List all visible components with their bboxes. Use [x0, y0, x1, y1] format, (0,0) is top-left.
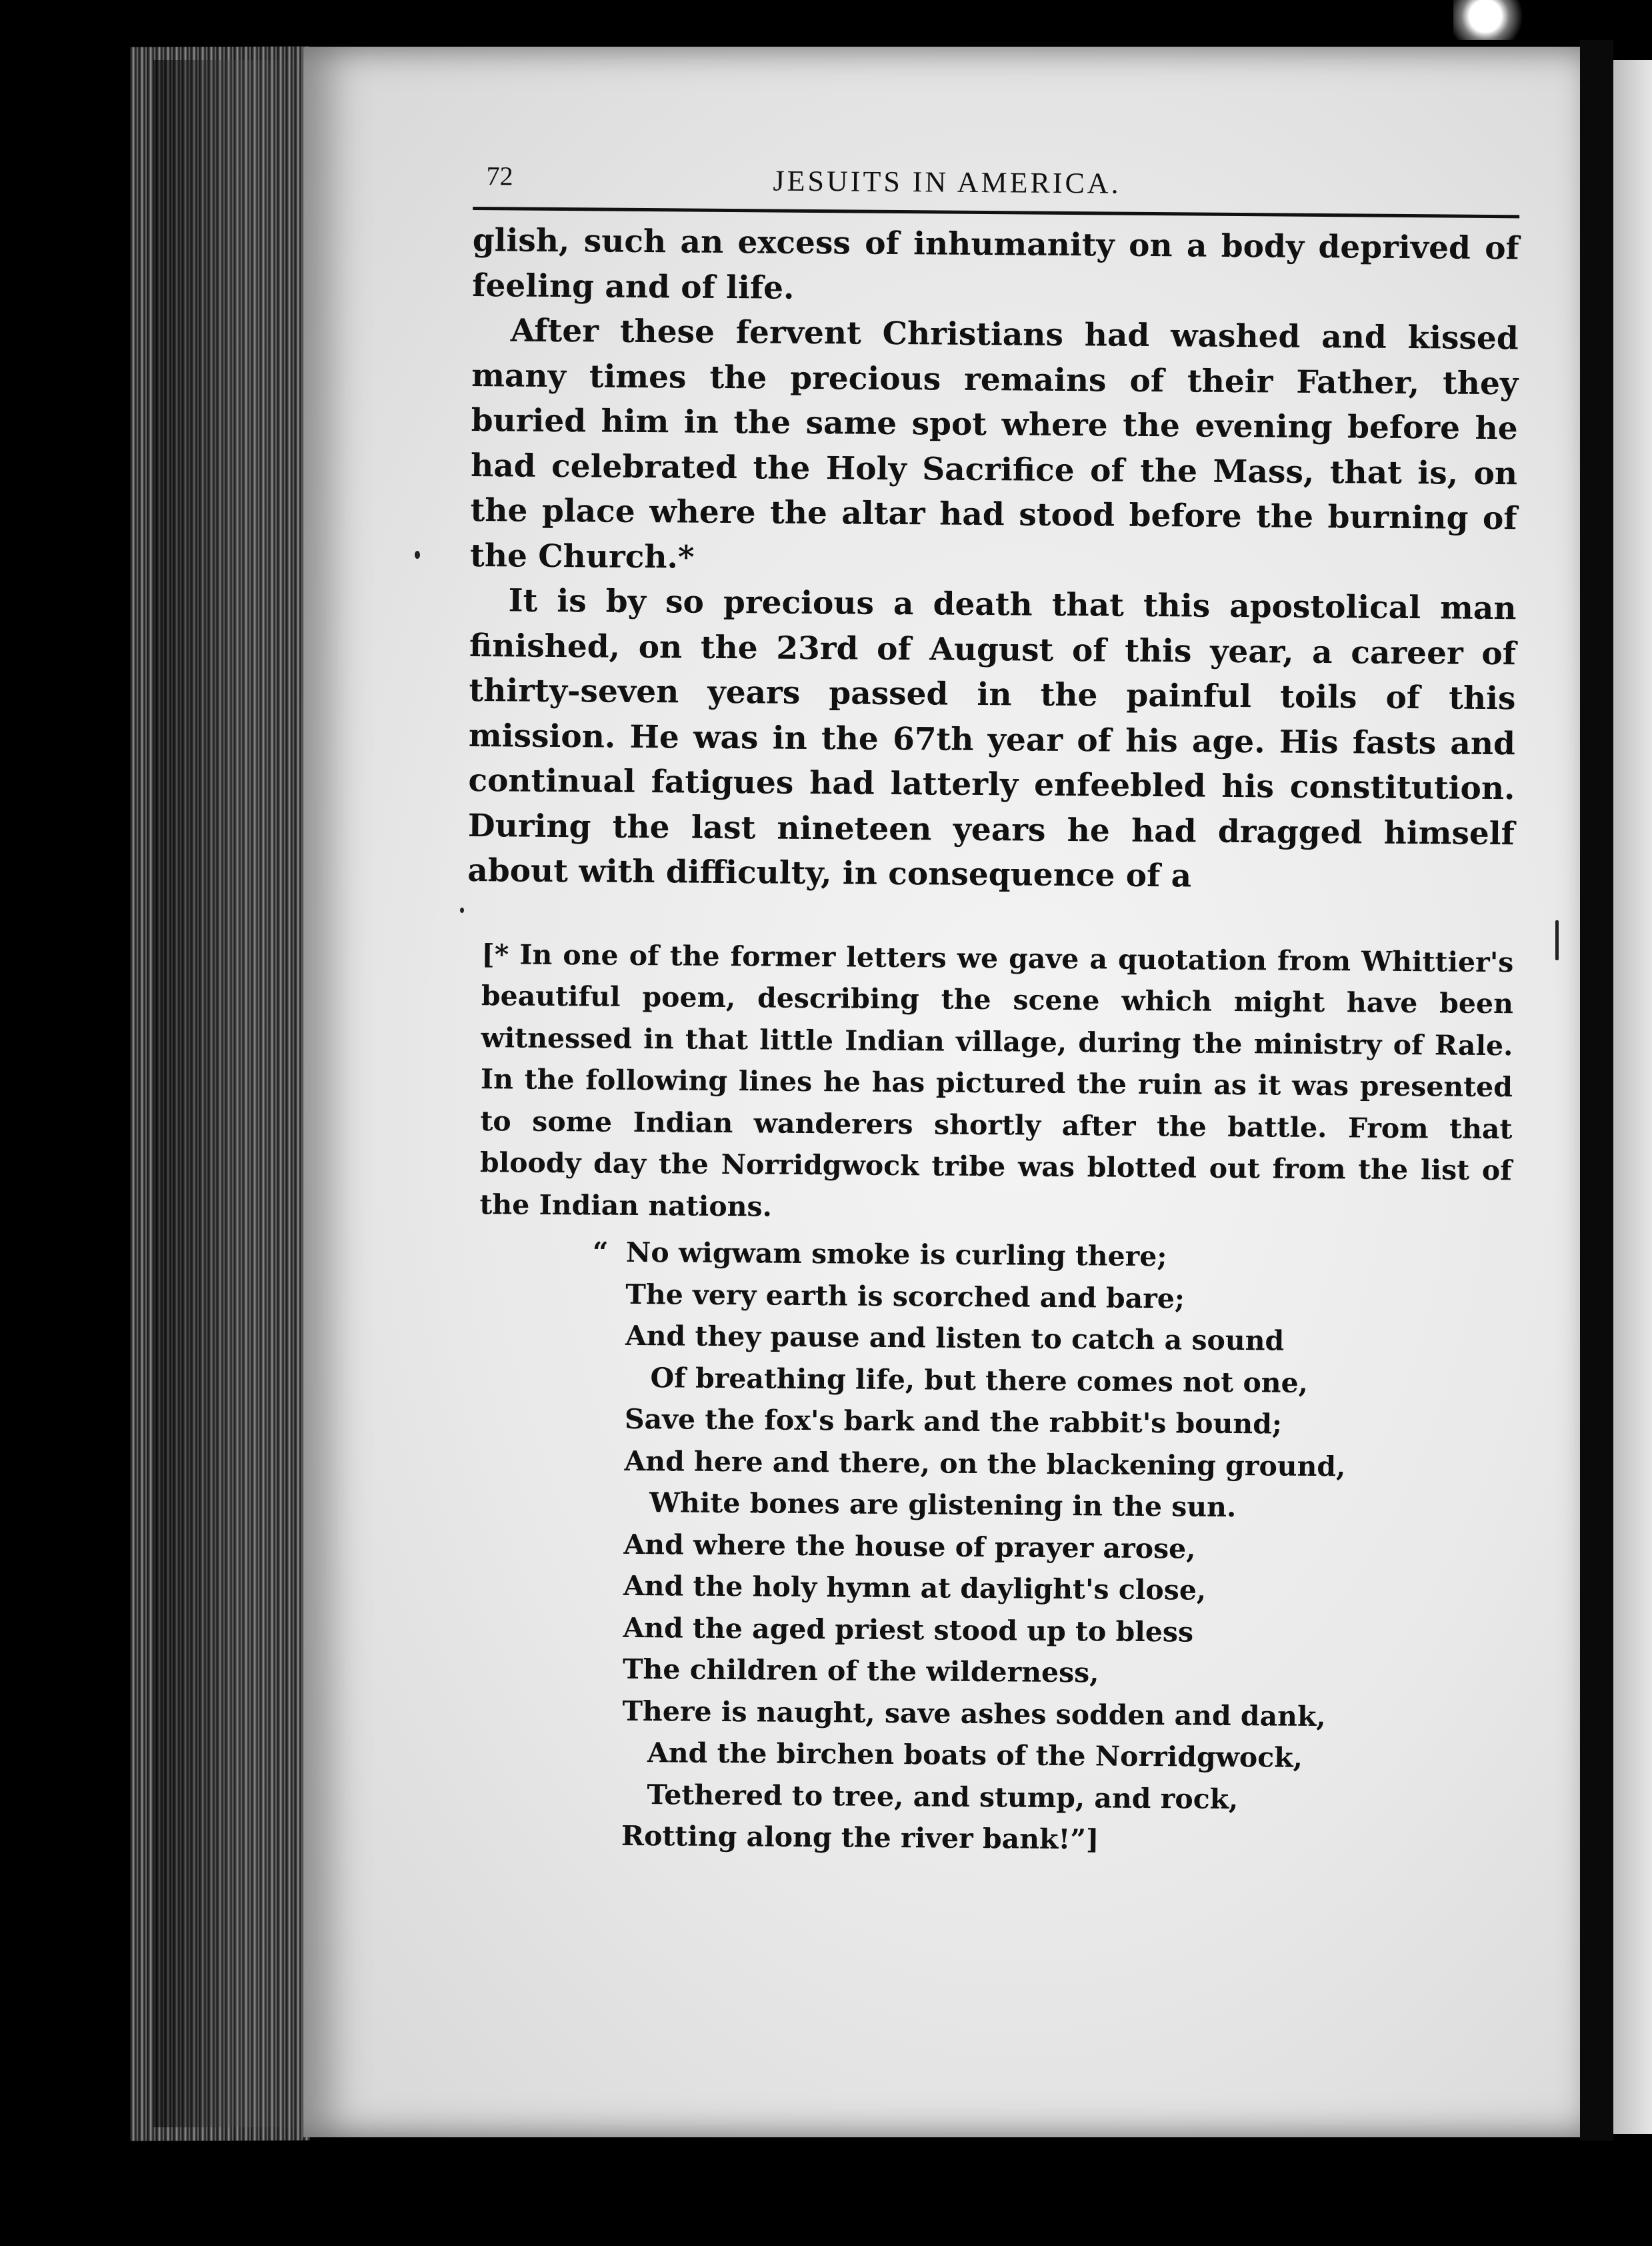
- poem-line: And the aged priest stood up to bless: [623, 1611, 1194, 1648]
- running-head: [473, 140, 1520, 218]
- opening-quote-mark: “: [592, 1236, 609, 1268]
- page-edge-shadow: [153, 60, 307, 2127]
- poem-line: And here and there, on the blackening ground,: [624, 1444, 1346, 1482]
- adjacent-page-edge: [1613, 60, 1652, 2134]
- poem-line: The children of the wilderness,: [622, 1652, 1099, 1689]
- poem-line: And the birchen boats of the Norridgwock,: [647, 1737, 1303, 1774]
- footnote-intro: [* In one of the former letters we gave a quotation from Whittier's beautiful poem, describing the scene which might have been witnessed in that little Indian village, during the ministry of Rale. In the following lines he has pictured the ruin as it was presented to some Indian wanderers shortly after the battle. From that bloody day the Norridgwock tribe was blotted out from the list of the Indian nations.: [479, 938, 1514, 1223]
- ink-speck: [415, 551, 420, 559]
- poem-line: And where the house of prayer arose,: [623, 1528, 1196, 1565]
- paragraph-continued: glish, such an excess of inhumanity on a body deprived of feeling and of life.: [472, 221, 1519, 307]
- page-number: 72: [486, 161, 513, 191]
- book-gutter: [1580, 40, 1613, 2141]
- poem-line: And the holy hymn at daylight's close,: [623, 1569, 1207, 1606]
- poem-line: Save the fox's bark and the rabbit's bound;: [624, 1402, 1283, 1440]
- footnote: [460, 933, 1514, 1863]
- poem-line: There is naught, save ashes sodden and dank,: [622, 1695, 1326, 1733]
- poem-line: “ No wigwam smoke is curling there;: [626, 1232, 1511, 1280]
- ink-speck: [460, 908, 464, 913]
- page-text-block: [460, 140, 1520, 1864]
- poem-line: White bones are glistening in the sun.: [649, 1486, 1237, 1524]
- poem-line: Of breathing life, but there comes not one,: [650, 1361, 1309, 1399]
- main-text: [467, 218, 1519, 902]
- scan-artifact: [1453, 0, 1533, 40]
- poem-quotation: [592, 1232, 1511, 1864]
- poem-line: And they pause and listen to catch a sound: [625, 1319, 1285, 1357]
- ink-speck: [1555, 920, 1559, 960]
- running-title: JESUITS IN AMERICA.: [773, 164, 1121, 200]
- poem-line: Rotting along the river bank!”]: [621, 1819, 1099, 1856]
- paragraph: It is by so precious a death that this apostolical man finished, on the 23rd of August of this year, a career of thirty-seven years passed in the painful toils of this mission. He was in the 67th year of his age. His fasts and continual fatigues had latterly enfeebled his constitution. During the last nineteen years he had dragged himself about with difficulty, in consequence of a: [467, 582, 1517, 895]
- poem-line: The very earth is scorched and bare;: [625, 1278, 1185, 1314]
- poem-line: Tethered to tree, and stump, and rock,: [647, 1778, 1239, 1815]
- paragraph: After these fervent Christians had washed and kissed many times the precious remains of their Father, they buried him in the same spot where the evening before he had celebrated the Holy Sacrifice of the Mass, that is, on the place where the altar had stood before the burning of the Church.*: [469, 312, 1519, 576]
